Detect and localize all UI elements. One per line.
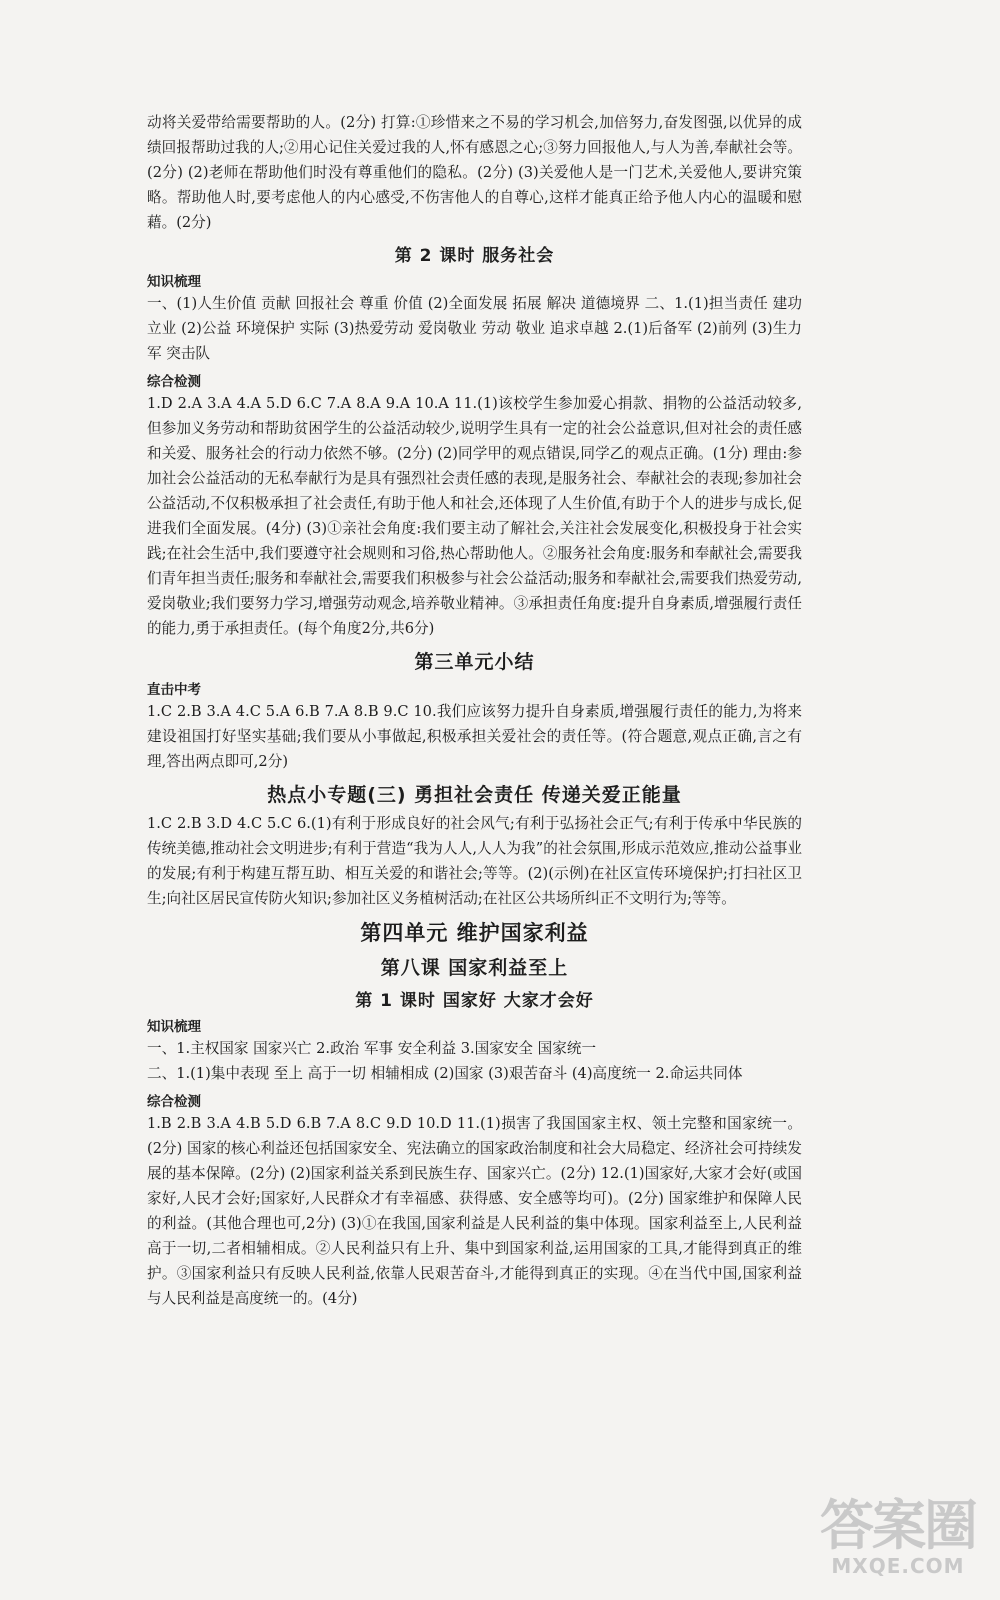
lesson8-title: 第八课 国家利益至上 xyxy=(380,957,569,979)
class1-title: 第 1 课时 国家好 大家才会好 xyxy=(355,991,594,1011)
top-paragraph: 动将关爱带给需要帮助的人。(2分) 打算:①珍惜来之不易的学习机会,加倍努力,奋发图强,以优异的成绩回报帮助过我的人;②用心记住关爱过我的人,怀有感恩之心;③努力回报他人,与人为善,奉献社会等。(2分) (2)老师在帮助他们时没有尊重他们的隐私。(2分) (3)关爱他人是一门艺术,关爱他人,要讲究策略。帮助他人时,要考虑他人的内心感受,不伤害他人的自尊心,这样才能真正给予他人内心的温暖和慰藉。(2分) xyxy=(147,114,802,231)
knowledge-label: 知识梳理 xyxy=(147,274,201,290)
watermark xyxy=(820,1494,976,1578)
knowledge-text: 一、(1)人生价值 贡献 回报社会 尊重 价值 (2)全面发展 拓展 解决 道德境界 二、1.(1)担当责任 建功立业 (2)公益 环境保护 实际 (3)热爱劳动 爱岗敬业 劳动 敬业 追求卓越 2.(1)后备军 (2)前列 (3)生力军 突击队 xyxy=(147,295,802,362)
test-text-2: 1.B 2.B 3.A 4.B 5.D 6.B 7.A 8.C 9.D 10.D 11.(1)损害了我国国家主权、领土完整和国家统一。(2分) 国家的核心利益还包括国家安全、宪法确立的国家政治制度和社会大局稳定、经济社会可持续发展的基本保障。(2分) (2)国家利益关系到民族生存、国家兴亡。(2分) 12.(1)国家好,大家才会好(或国家好,人民才会好;国家好,人民群众才有幸福感、获得感、安全感等均可)。(2分) 国家维护和保障人民的利益。(其他合理也可,2分) (3)①在我国,国家利益是人民利益的集中体现。国家利益至上,人民利益高于一切,二者相辅相成。②人民利益只有上升、集中到国家利益,运用国家的工具,才能得到真正的维护。③国家利益只有反映人民利益,依靠人民艰苦奋斗,才能得到真正的实现。④在当代中国,国家利益与人民利益是高度统一的。(4分) xyxy=(147,1115,802,1307)
hot-topic-text: 1.C 2.B 3.D 4.C 5.C 6.(1)有利于形成良好的社会风气;有利于弘扬社会正气;有利于传承中华民族的传统美德,推动社会文明进步;有利于营造“我为人人,人人为我”的社会氛围,形成示范效应,推动公益事业的发展;有利于构建互帮互助、相互关爱的和谐社会;等等。(2)(示例)在社区宣传环境保护;打扫社区卫生;向社区居民宣传防火知识;参加社区义务植树活动;在社区公共场所纠正不文明行为;等等。 xyxy=(147,815,802,907)
unit4-title: 第四单元 维护国家利益 xyxy=(360,921,589,945)
knowledge-line-2: 二、1.(1)集中表现 至上 高于一切 相辅相成 (2)国家 (3)艰苦奋斗 (4)高度统一 2.命运共同体 xyxy=(147,1065,743,1082)
unit3-summary-title: 第三单元小结 xyxy=(414,651,535,673)
knowledge-line-1: 一、1.主权国家 国家兴亡 2.政治 军事 安全利益 3.国家安全 国家统一 xyxy=(147,1040,597,1057)
test-label-2: 综合检测 xyxy=(147,1094,201,1110)
section-title-serve-society: 第 2 课时 服务社会 xyxy=(394,246,555,266)
watermark-url: MXQE.COM xyxy=(831,1554,965,1578)
knowledge-label-2: 知识梳理 xyxy=(147,1019,201,1035)
exam-label: 直击中考 xyxy=(147,682,201,698)
hot-topic-title: 热点小专题(三) 勇担社会责任 传递关爱正能量 xyxy=(267,784,682,806)
answer-page xyxy=(147,110,802,1311)
test-text: 1.D 2.A 3.A 4.A 5.D 6.C 7.A 8.A 9.A 10.A 11.(1)该校学生参加爱心捐款、捐物的公益活动较多,但参加义务劳动和帮助贫困学生的公益活动较少,说明学生具有一定的社会公益意识,但对社会的责任感和关爱、服务社会的行动力依然不够。(2分) (2)同学甲的观点错误,同学乙的观点正确。(1分) 理由:参加社会公益活动的无私奉献行为是具有强烈社会责任感的表现,是服务社会、奉献社会的表现;参加社会公益活动,不仅积极承担了社会责任,有助于他人和社会,还体现了人生价值,有助于个人的进步与成长,促进我们全面发展。(4分) (3)①亲社会角度:我们要主动了解社会,关注社会发展变化,积极投身于社会实践;在社会生活中,我们要遵守社会规则和习俗,热心帮助他人。②服务社会角度:服务和奉献社会,需要我们青年担当责任;服务和奉献社会,需要我们积极参与社会公益活动;服务和奉献社会,需要我们热爱劳动,爱岗敬业;我们要努力学习,增强劳动观念,培养敬业精神。③承担责任角度:提升自身素质,增强履行责任的能力,勇于承担责任。(每个角度2分,共6分) xyxy=(147,395,802,637)
exam-text: 1.C 2.B 3.A 4.C 5.A 6.B 7.A 8.B 9.C 10.我们应该努力提升自身素质,增强履行责任的能力,为将来建设祖国打好坚实基础;我们要从小事做起,积极承担关爱社会的责任等。(符合题意,观点正确,言之有理,答出两点即可,2分) xyxy=(147,703,802,770)
watermark-logo: 答案圈 xyxy=(820,1494,976,1557)
test-label: 综合检测 xyxy=(147,374,201,390)
